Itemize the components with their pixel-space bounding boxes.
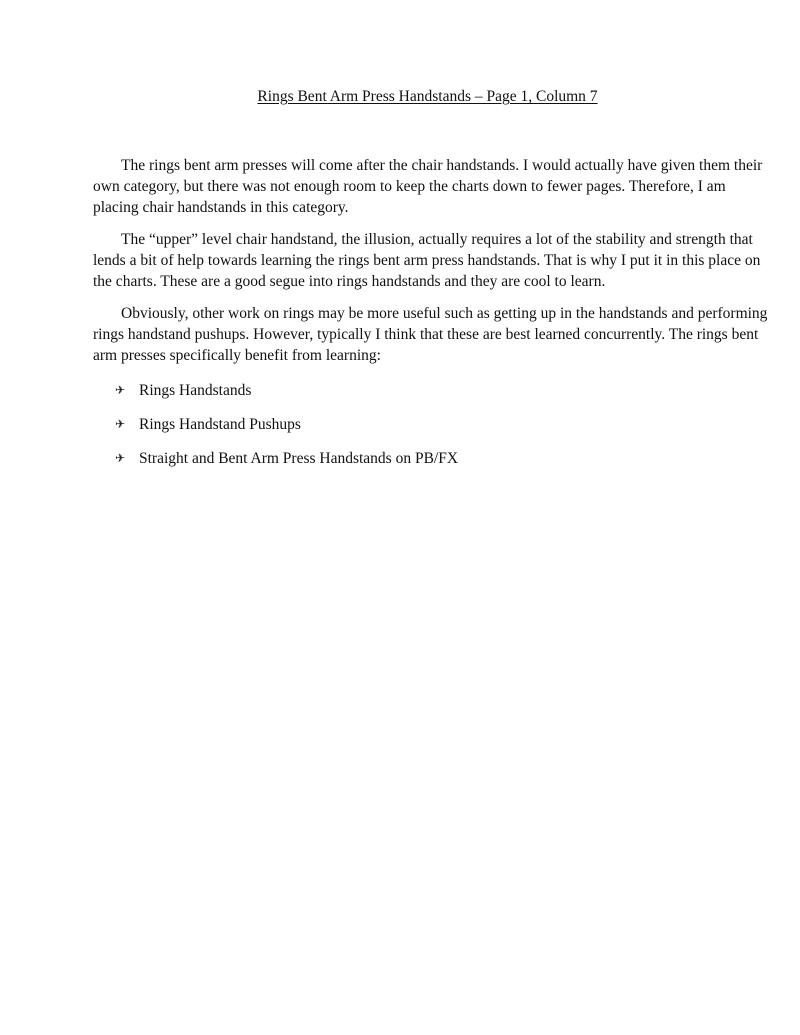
list-item <box>93 414 768 448</box>
paragraph-3: Obviously, other work on rings may be more useful such as getting up in the handstands and performing rings handstand pushups. However, typically I think that these are best learned concurrently. The rings bent arm presses specifically benefit from learning: <box>93 305 768 364</box>
bullet-list <box>93 380 768 482</box>
list-item <box>93 448 768 482</box>
paragraph-1: The rings bent arm presses will come after the chair handstands. I would actually have given them their own category, but there was not enough room to keep the charts down to fewer pages. Therefore, I am placing chair handstands in this category. <box>93 157 763 216</box>
list-item-text: Rings Handstands <box>139 382 252 399</box>
airplane-bullet-icon: ✈ <box>115 451 126 465</box>
list-item-text: Rings Handstand Pushups <box>139 416 301 433</box>
list-item-text: Straight and Bent Arm Press Handstands on PB/FX <box>139 450 459 467</box>
airplane-bullet-icon: ✈ <box>115 383 126 397</box>
document-body <box>93 155 768 482</box>
list-item <box>93 380 768 414</box>
paragraph-2: The “upper” level chair handstand, the illusion, actually requires a lot of the stability and strength that lends a bit of help towards learning the rings bent arm press handstands. That is why I put it in this place on the charts. These are a good segue into rings handstands and they are cool to learn. <box>93 231 761 290</box>
document-title: Rings Bent Arm Press Handstands – Page 1, Column 7 <box>257 88 598 105</box>
airplane-bullet-icon: ✈ <box>115 417 126 431</box>
